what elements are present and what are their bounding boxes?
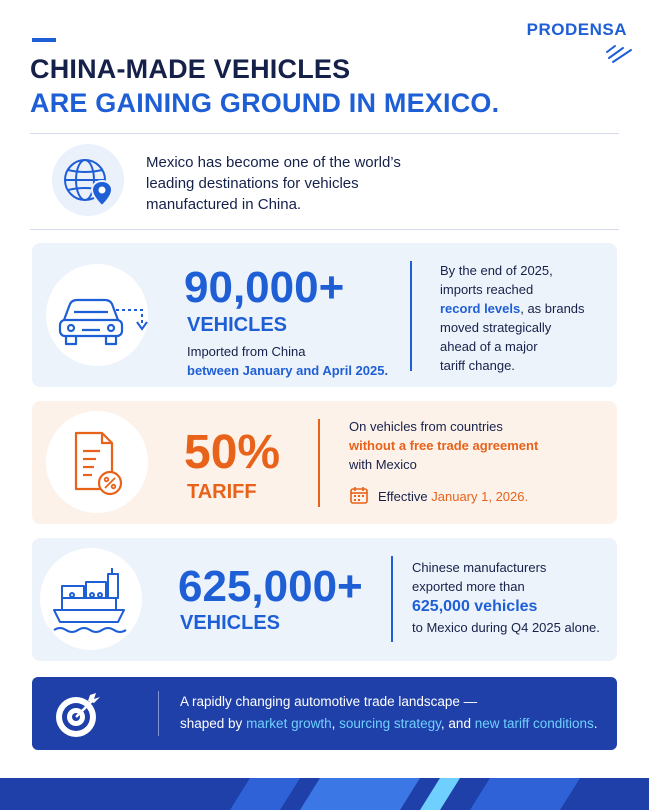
tariff-document-icon (46, 411, 148, 513)
globe-pin-icon (52, 144, 124, 216)
banner-line (180, 713, 600, 735)
banner-highlight: sourcing strategy (339, 716, 441, 731)
banner-divider (158, 691, 159, 736)
page-title-line2: ARE GAINING GROUND IN MEXICO. (30, 88, 500, 118)
divider-mid (30, 229, 619, 230)
stat-card-imports (32, 243, 617, 387)
stat-number: 90,000+ (184, 263, 345, 312)
intro-line: manufactured in China. (146, 196, 302, 213)
accent-bar (32, 38, 56, 42)
side-emphasis: record levels (440, 301, 521, 316)
side-line: ahead of a major (440, 339, 538, 354)
stat-card-tariff (32, 401, 617, 524)
intro-text (146, 152, 436, 215)
side-text: , as brands (520, 301, 585, 316)
car-icon (46, 264, 148, 366)
stat-subtext (187, 342, 417, 380)
target-icon (50, 687, 106, 743)
side-emphasis: 625,000 vehicles (412, 598, 538, 615)
cargo-ship-icon (40, 548, 142, 650)
stat-divider (318, 419, 320, 507)
intro-line: leading destinations for vehicles (146, 175, 359, 192)
banner-line: A rapidly changing automotive trade landscape — (180, 694, 478, 709)
banner-text-part: , and (440, 716, 475, 731)
brand-logo (527, 20, 627, 40)
side-line: moved strategically (440, 320, 552, 335)
side-line (440, 299, 630, 318)
side-line: By the end of 2025, (440, 263, 553, 278)
side-line: Chinese manufacturers (412, 560, 547, 575)
stat-divider (410, 261, 412, 371)
side-line: to Mexico during Q4 2025 alone. (412, 620, 600, 635)
stat-subtext-line: Imported from China (187, 344, 306, 359)
stat-unit: TARIFF (187, 481, 257, 503)
side-line: with Mexico (349, 457, 417, 472)
banner-highlight: market growth (246, 716, 332, 731)
side-line: exported more than (412, 579, 525, 594)
banner-text-part: , (331, 716, 340, 731)
stat-side-text (349, 417, 609, 474)
banner-text (180, 691, 600, 735)
effective-date-value: January 1, 2026. (431, 489, 529, 504)
footer-stripe (0, 778, 649, 810)
brand-name: PRODENSA (526, 20, 627, 39)
footer-pattern (0, 778, 649, 810)
side-line: imports reached (440, 282, 534, 297)
stat-number: 625,000+ (178, 562, 363, 611)
stat-side-text (412, 558, 632, 637)
summary-banner (32, 677, 617, 750)
side-emphasis: without a free trade agreement (349, 438, 539, 453)
logo-marks-icon (605, 44, 633, 64)
stat-subtext-emphasis: between January and April 2025. (187, 363, 389, 378)
stat-unit: VEHICLES (187, 314, 288, 336)
divider-top (30, 133, 619, 134)
page-title-line1: CHINA-MADE VEHICLES (30, 54, 351, 84)
banner-text-part: . (593, 716, 598, 731)
effective-label: Effective (378, 489, 428, 504)
side-line: tariff change. (440, 358, 515, 373)
calendar-icon (349, 485, 369, 505)
stat-number: 50% (184, 426, 281, 479)
stat-unit: VEHICLES (180, 612, 281, 634)
banner-highlight: new tariff conditions (474, 716, 594, 731)
effective-date (378, 487, 618, 506)
stat-divider (391, 556, 393, 642)
intro-line: Mexico has become one of the world’s (146, 154, 401, 171)
side-line: On vehicles from countries (349, 419, 503, 434)
stat-card-exports (32, 538, 617, 661)
stat-side-text (440, 261, 630, 375)
banner-text-part: shaped by (180, 716, 247, 731)
